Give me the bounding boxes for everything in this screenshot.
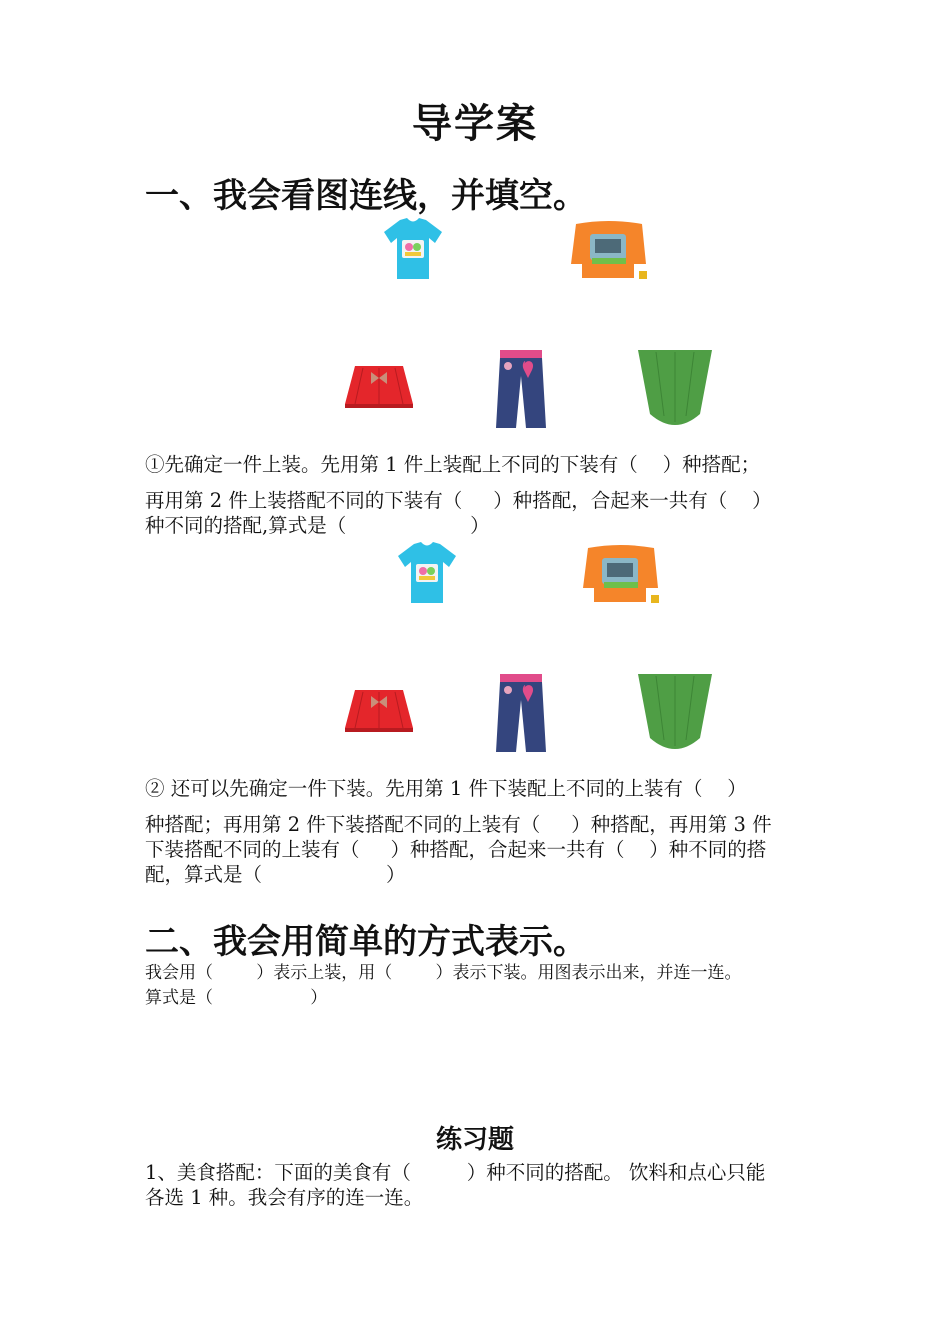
part2-line-2: 种搭配；再用第 2 件下装搭配不同的上装有（ ）种搭配，再用第 3 件 (145, 813, 772, 836)
section2-line-2: 算式是（ ） (145, 988, 328, 1008)
red-skirt-image (343, 362, 415, 410)
part1-line-1: ①先确定一件上装。先用第 1 件上装配上不同的下装有（ ）种搭配； (145, 453, 761, 476)
part2-line-3: 下装搭配不同的上装有（ ）种搭配，合起来一共有（ ）种不同的搭 (145, 838, 767, 861)
section2-line-1: 我会用（ ）表示上装，用（ ）表示下装。用图表示出来，并连一连。 (145, 963, 742, 983)
orange-shirt-image-2 (580, 540, 662, 606)
page-title: 导学案 (412, 100, 538, 147)
exercise-line-1: 1、美食搭配：下面的美食有（ ）种不同的搭配。 饮料和点心只能 (145, 1161, 766, 1184)
part2-line-4: 配，算式是（ ） (145, 863, 406, 886)
part2-line-1: ② 还可以先确定一件下装。先用第 1 件下装配上不同的上装有（ ） (145, 777, 747, 800)
green-skirt-image-2 (636, 670, 714, 756)
blue-shirt-image-2 (394, 540, 460, 606)
green-skirt-image (636, 346, 714, 432)
section1-heading: 一、我会看图连线，并填空。 (145, 176, 587, 216)
jeans-image-2 (494, 672, 548, 754)
part1-line-3: 种不同的搭配,算式是（ ） (145, 514, 490, 537)
red-skirt-image-2 (343, 686, 415, 734)
exercise-line-2: 各选 1 种。我会有序的连一连。 (145, 1186, 424, 1209)
blue-shirt-image (380, 216, 446, 282)
exercise-heading: 练习题 (435, 1125, 514, 1155)
jeans-image (494, 348, 548, 430)
part1-line-2: 再用第 2 件上装搭配不同的下装有（ ）种搭配，合起来一共有（ ） (145, 489, 772, 512)
orange-shirt-image (568, 216, 650, 282)
section2-heading: 二、我会用简单的方式表示。 (145, 922, 587, 962)
